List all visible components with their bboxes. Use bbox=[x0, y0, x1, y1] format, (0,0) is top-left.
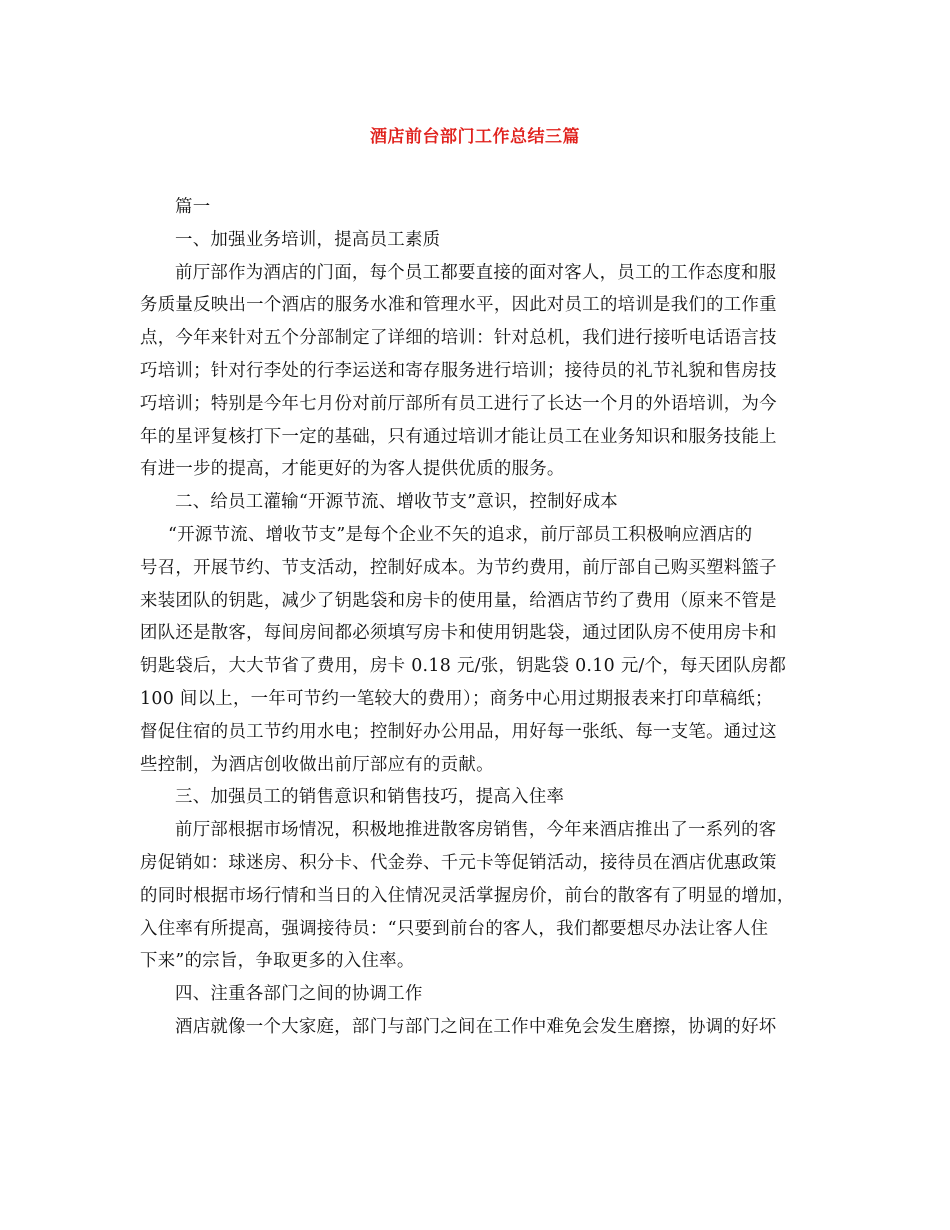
document-title: 酒店前台部门工作总结三篇 bbox=[370, 127, 580, 147]
paragraph-line: 的同时根据市场行情和当日的入住情况灵活掌握房价，前台的散客有了明显的增加， bbox=[140, 885, 795, 906]
paragraph-line: “开源节流、增收节支”是每个企业不矢的追求，前厅部员工积极响应酒店的 bbox=[168, 524, 753, 545]
paragraph-line: 下来”的宗旨，争取更多的入住率。 bbox=[140, 951, 415, 972]
section-heading: 四、注重各部门之间的协调工作 bbox=[175, 984, 423, 1005]
paragraph-line: 点，今年来针对五个分部制定了详细的培训：针对总机，我们进行接听电话语言技 bbox=[140, 328, 777, 349]
section-heading: 篇一 bbox=[175, 197, 211, 217]
paragraph-line: 些控制，为酒店创收做出前厅部应有的贡献。 bbox=[140, 754, 494, 775]
paragraph-line: 有进一步的提高，才能更好的为客人提供优质的服务。 bbox=[140, 459, 565, 480]
section-heading: 一、加强业务培训，提高员工素质 bbox=[175, 229, 441, 250]
paragraph-line: 钥匙袋后，大大节省了费用，房卡 0.18 元/张，钥匙袋 0.10 元/个，每天团队房都 bbox=[140, 656, 787, 677]
paragraph-line: 入住率有所提高，强调接待员：“只要到前台的客人，我们都要想尽办法让客人住 bbox=[140, 918, 769, 939]
paragraph-line: 前厅部根据市场情况，积极地推进散客房销售，今年来酒店推出了一系列的客 bbox=[175, 820, 777, 841]
paragraph-line: 年的星评复核打下一定的基础，只有通过培训才能让员工在业务知识和服务技能上 bbox=[140, 426, 777, 447]
paragraph-line: 巧培训；针对行李处的行李运送和寄存服务进行培训；接待员的礼节礼貌和售房技 bbox=[140, 360, 777, 381]
paragraph-line: 督促住宿的员工节约用水电；控制好办公用品，用好每一张纸、每一支笔。通过这 bbox=[140, 721, 777, 742]
paragraph-line: 酒店就像一个大家庭，部门与部门之间在工作中难免会发生磨擦，协调的好坏 bbox=[175, 1016, 777, 1037]
section-heading: 三、加强员工的销售意识和销售技巧，提高入住率 bbox=[175, 787, 565, 808]
paragraph-line: 前厅部作为酒店的门面，每个员工都要直接的面对客人，员工的工作态度和服 bbox=[175, 262, 777, 283]
document-body bbox=[140, 191, 818, 1044]
paragraph-line: 团队还是散客，每间房间都必须填写房卡和使用钥匙袋，通过团队房不使用房卡和 bbox=[140, 623, 777, 644]
paragraph-line: 巧培训；特别是今年七月份对前厅部所有员工进行了长达一个月的外语培训，为今 bbox=[140, 393, 777, 414]
paragraph-line: 房促销如：球迷房、积分卡、代金券、千元卡等促销活动，接待员在酒店优惠政策 bbox=[140, 852, 777, 873]
paragraph-line: 来装团队的钥匙，减少了钥匙袋和房卡的使用量，给酒店节约了费用（原来不管是 bbox=[140, 590, 777, 611]
paragraph-line: 务质量反映出一个酒店的服务水准和管理水平，因此对员工的培训是我们的工作重 bbox=[140, 295, 777, 316]
section-heading: 二、给员工灌输“开源节流、增收节支”意识，控制好成本 bbox=[175, 492, 618, 513]
paragraph-line: 号召，开展节约、节支活动，控制好成本。为节约费用，前厅部自己购买塑料篮子 bbox=[140, 557, 777, 578]
paragraph-line: 100 间以上，一年可节约一笔较大的费用）；商务中心用过期报表来打印草稿纸； bbox=[140, 688, 773, 709]
